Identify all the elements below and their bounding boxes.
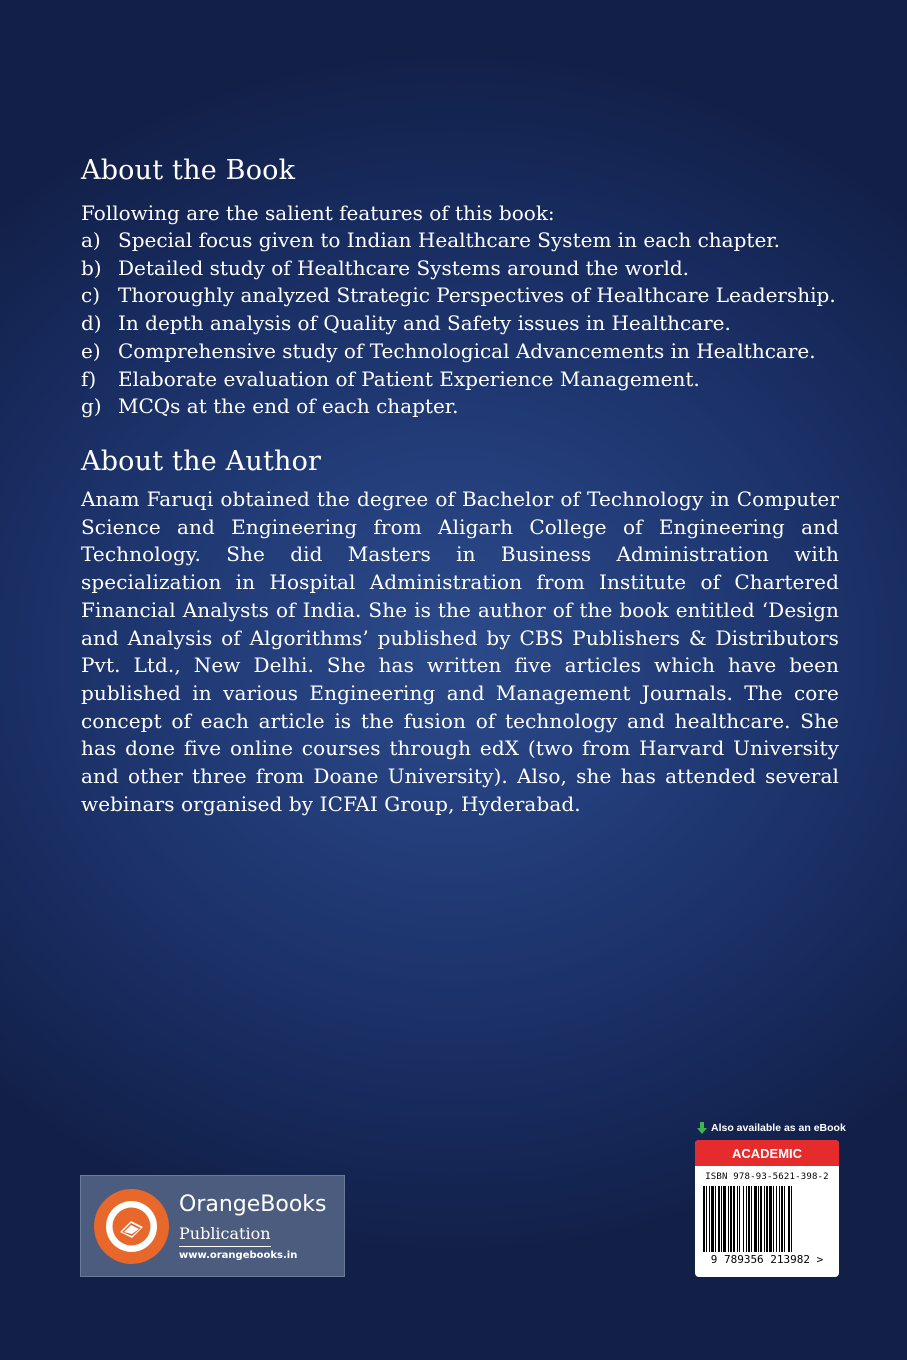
list-marker: e): [81, 338, 101, 363]
about-author-heading: About the Author: [81, 446, 322, 477]
list-marker: d): [81, 311, 102, 336]
list-item: [81, 393, 836, 421]
feature-text: Comprehensive study of Technological Advancements in Healthcare.: [118, 338, 816, 363]
features-list: [81, 227, 836, 421]
features-intro: Following are the salient features of this book:: [81, 201, 555, 225]
feature-text: Special focus given to Indian Healthcare System in each chapter.: [118, 228, 781, 252]
isbn-text: ISBN 978-93-5621-398-2: [705, 1172, 829, 1182]
download-arrow-icon: [697, 1122, 707, 1134]
list-item: [81, 338, 836, 366]
publisher-badge: [80, 1175, 345, 1277]
feature-text: MCQs at the end of each chapter.: [118, 394, 459, 419]
feature-text: Detailed study of Healthcare Systems around the world.: [118, 255, 690, 280]
publisher-url: www.orangebooks.in: [179, 1250, 298, 1261]
list-item: [81, 227, 836, 255]
ebook-note-text: Also available as an eBook: [711, 1122, 846, 1134]
barcode-panel: [695, 1140, 839, 1277]
barcode-number: 9 789356 213982 >: [710, 1253, 824, 1266]
list-item: [81, 255, 836, 283]
list-marker: a): [81, 228, 101, 252]
author-bio: Anam Faruqi obtained the degree of Bachelor of Technology in Computer Science and Engineering from Aligarh College of Engineering and Technology. She did Masters in Business Administration with specialization in Hospital Administration from Institute of Chartered Financial Analysts of India. She is the author of the book entitled ‘Design and Analysis of Algorithms’ published by CBS Publishers & Distributors Pvt. Ltd., New Delhi. She has written five articles which have been published in various Engineering and Management Journals. The core concept of each article is the fusion of technology and healthcare. She has done five online courses through edX (two from Harvard University and other three from Doane University). Also, she has attended several webinars organised by ICFAI Group, Hyderabad.: [81, 487, 839, 816]
list-marker: b): [81, 255, 102, 280]
publisher-name: OrangeBooks: [179, 1192, 327, 1217]
barcode-icon: [703, 1186, 831, 1252]
feature-text: Elaborate evaluation of Patient Experience Management.: [118, 366, 700, 391]
divider: [179, 1246, 271, 1247]
feature-text: In depth analysis of Quality and Safety issues in Healthcare.: [118, 311, 731, 336]
list-item: [81, 282, 836, 310]
publisher-subtitle: Publication: [179, 1224, 271, 1243]
orangebooks-logo-icon: [94, 1189, 169, 1264]
list-marker: c): [81, 283, 101, 308]
list-marker: f): [81, 366, 97, 391]
list-marker: g): [81, 394, 102, 419]
ebook-note: [697, 1122, 847, 1134]
list-item: [81, 366, 836, 394]
list-item: [81, 310, 836, 338]
feature-text: Thoroughly analyzed Strategic Perspectives of Healthcare Leadership.: [118, 283, 836, 308]
category-label: ACADEMIC: [695, 1140, 839, 1166]
about-book-heading: About the Book: [81, 155, 296, 186]
